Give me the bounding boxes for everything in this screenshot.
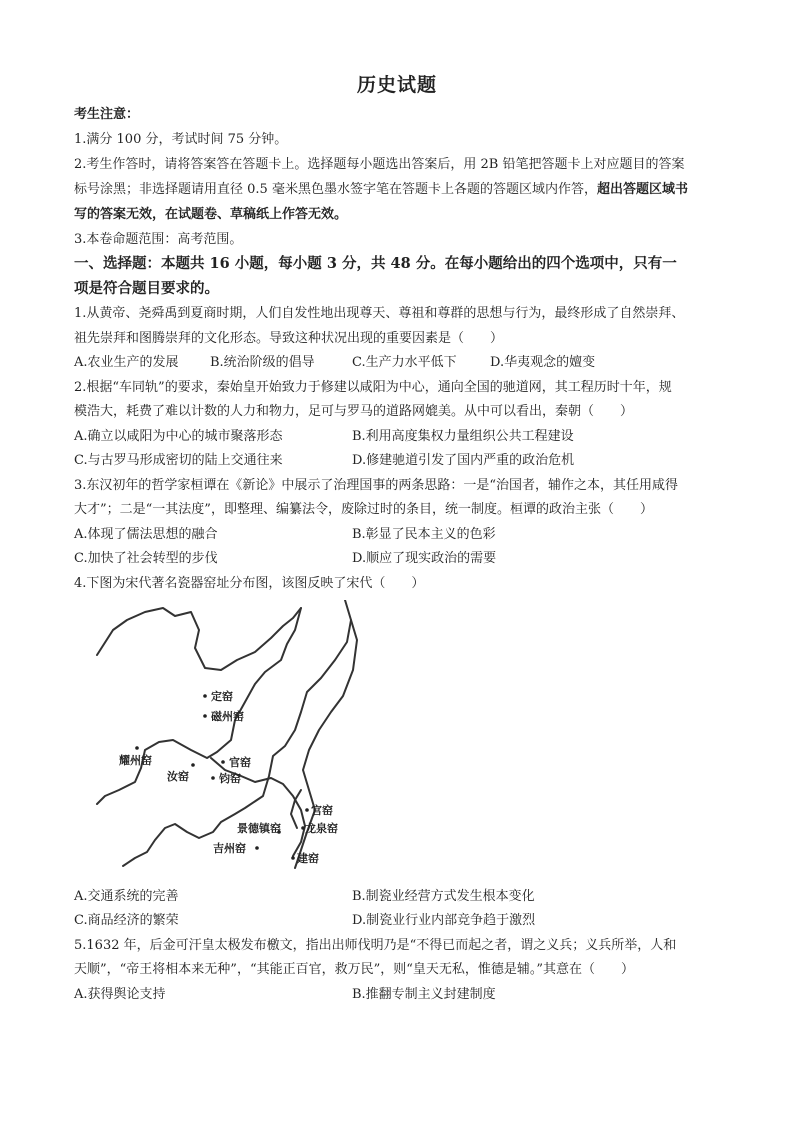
notice-item-2-line-2-normal: 标号涂黑；非选择题请用直径 0.5 毫米黑色墨水签字笔在答题卡上各题的答题区域内作答， bbox=[74, 182, 597, 197]
q2-option-c[interactable]: C.与古罗马形成密切的陆上交通往来 bbox=[74, 453, 283, 468]
map-dot-cizhouyao bbox=[203, 714, 207, 718]
q1-stem-line-1: 1.从黄帝、尧舜禹到夏商时期，人们自发性地出现尊天、尊祖和尊群的思想与行为，最终形成了自然崇拜、 bbox=[74, 306, 685, 321]
q1-option-b[interactable]: B.统治阶级的倡导 bbox=[210, 355, 315, 370]
yellow-river-line bbox=[97, 608, 301, 670]
q3-stem-line-2: 大才”；二是“一其法度”，即整理、编纂法令，废除过时的条目，统一制度。桓谭的政治主张（ ） bbox=[74, 502, 653, 517]
map-dot-junyao bbox=[211, 776, 215, 780]
q3-option-b[interactable]: B.彰显了民本主义的色彩 bbox=[352, 527, 496, 542]
notice-item-2-line-2-bold: 超出答题区域书 bbox=[596, 182, 688, 197]
q5-stem-line-2: 天顺”，“帝王将相本来无种”，“其能正百官，救万民”，则“皇天无私，惟德是辅。”其意在（ ） bbox=[74, 962, 635, 977]
q4-stem-line-1: 4.下图为宋代著名瓷器窑址分布图，该图反映了宋代（ ） bbox=[74, 576, 425, 591]
q3-option-c[interactable]: C.加快了社会转型的步伐 bbox=[74, 551, 218, 566]
q2-stem-line-1: 2.根据“车同轨”的要求，秦始皇开始致力于修建以咸阳为中心，通向全国的驰道网，其工程历时十年，规 bbox=[74, 380, 672, 395]
notice-heading: 考生注意： bbox=[74, 107, 140, 122]
map-dot-jizhouyao bbox=[255, 846, 259, 850]
map-label-cizhouyao: 磁州窑 bbox=[211, 710, 244, 723]
q4-option-c[interactable]: C.商品经济的繁荣 bbox=[74, 913, 179, 928]
q2-option-d[interactable]: D.修建驰道引发了国内严重的政治危机 bbox=[352, 453, 575, 468]
map-dot-jianyao bbox=[291, 856, 295, 860]
q2-option-b[interactable]: B.利用高度集权力量组织公共工程建设 bbox=[352, 429, 574, 444]
q1-stem-line-2: 祖先崇拜和图腾崇拜的文化形态。导致这种状况出现的重要因素是（ ） bbox=[74, 331, 504, 346]
q3-option-d[interactable]: D.顺应了现实政治的需要 bbox=[352, 551, 497, 566]
q3-option-a[interactable]: A.体现了儒法思想的融合 bbox=[74, 527, 218, 542]
map-dot-yaozhouyao bbox=[135, 746, 139, 750]
q4-option-d[interactable]: D.制瓷业行业内部竞争趋于激烈 bbox=[352, 913, 536, 928]
q1-option-a[interactable]: A.农业生产的发展 bbox=[74, 355, 179, 370]
map-label-guanyao-north: 官窑 bbox=[229, 756, 251, 769]
notice-item-2-line-2 bbox=[74, 181, 688, 199]
q4-option-a[interactable]: A.交通系统的完善 bbox=[74, 889, 179, 904]
map-label-yaozhouyao: 耀州窑 bbox=[119, 754, 152, 767]
map-label-jingdezhenyao: 景德镇窑 bbox=[237, 822, 281, 835]
notice-item-2-line-1: 2.考生作答时，请将答案答在答题卡上。选择题每小题选出答案后，用 2B 铅笔把答题卡上对应题目的答案 bbox=[74, 157, 685, 172]
notice-item-3: 3.本卷命题范围：高考范围。 bbox=[74, 232, 243, 247]
map-label-dingyao: 定窑 bbox=[211, 690, 233, 703]
q5-option-b[interactable]: B.推翻专制主义封建制度 bbox=[352, 987, 496, 1002]
q4-option-b[interactable]: B.制瓷业经营方式发生根本变化 bbox=[352, 889, 535, 904]
q2-option-a[interactable]: A.确立以咸阳为中心的城市聚落形态 bbox=[74, 429, 283, 444]
q5-option-a[interactable]: A.获得舆论支持 bbox=[74, 987, 166, 1002]
section-1-heading-line-2: 项是符合题目要求的。 bbox=[74, 280, 219, 297]
song-kiln-map bbox=[95, 600, 365, 870]
notice-item-2-line-3: 写的答案无效，在试题卷、草稿纸上作答无效。 bbox=[74, 207, 348, 222]
notice-item-1: 1.满分 100 分，考试时间 75 分钟。 bbox=[74, 132, 288, 147]
map-label-jizhouyao: 吉州窑 bbox=[213, 842, 246, 855]
map-label-guanyao-south: 官窑 bbox=[311, 804, 333, 817]
map-label-jianyao: 建窑 bbox=[297, 852, 319, 865]
map-dot-dingyao bbox=[203, 694, 207, 698]
map-dot-guanyao-south bbox=[305, 808, 309, 812]
q1-option-d[interactable]: D.华夷观念的嬗变 bbox=[490, 355, 596, 370]
q2-stem-line-2: 模浩大，耗费了难以计数的人力和物力，足可与罗马的道路网媲美。从中可以看出，秦朝（ ） bbox=[74, 404, 634, 419]
page-title: 历史试题 bbox=[356, 74, 437, 96]
map-label-junyao: 钧窑 bbox=[219, 772, 241, 785]
map-label-ruyao: 汝窑 bbox=[167, 770, 189, 783]
map-label-longquanyao: 龙泉窑 bbox=[305, 822, 338, 835]
q3-stem-line-1: 3.东汉初年的哲学家桓谭在《新论》中展示了治理国事的两条思路：一是“治国者，辅作之本，其任用咸得 bbox=[74, 478, 679, 493]
q5-stem-line-1: 5.1632 年，后金可汗皇太极发布檄文，指出出师伐明乃是“不得已而起之者，谓之义兵；义兵所举，人和 bbox=[74, 938, 677, 953]
q1-option-c[interactable]: C.生产力水平低下 bbox=[352, 355, 457, 370]
map-dot-guanyao-north bbox=[221, 760, 225, 764]
section-1-heading-line-1: 一、选择题：本题共 16 小题，每小题 3 分，共 48 分。在每小题给出的四个选项中，只有一 bbox=[74, 255, 677, 272]
map-dot-ruyao bbox=[191, 763, 195, 767]
